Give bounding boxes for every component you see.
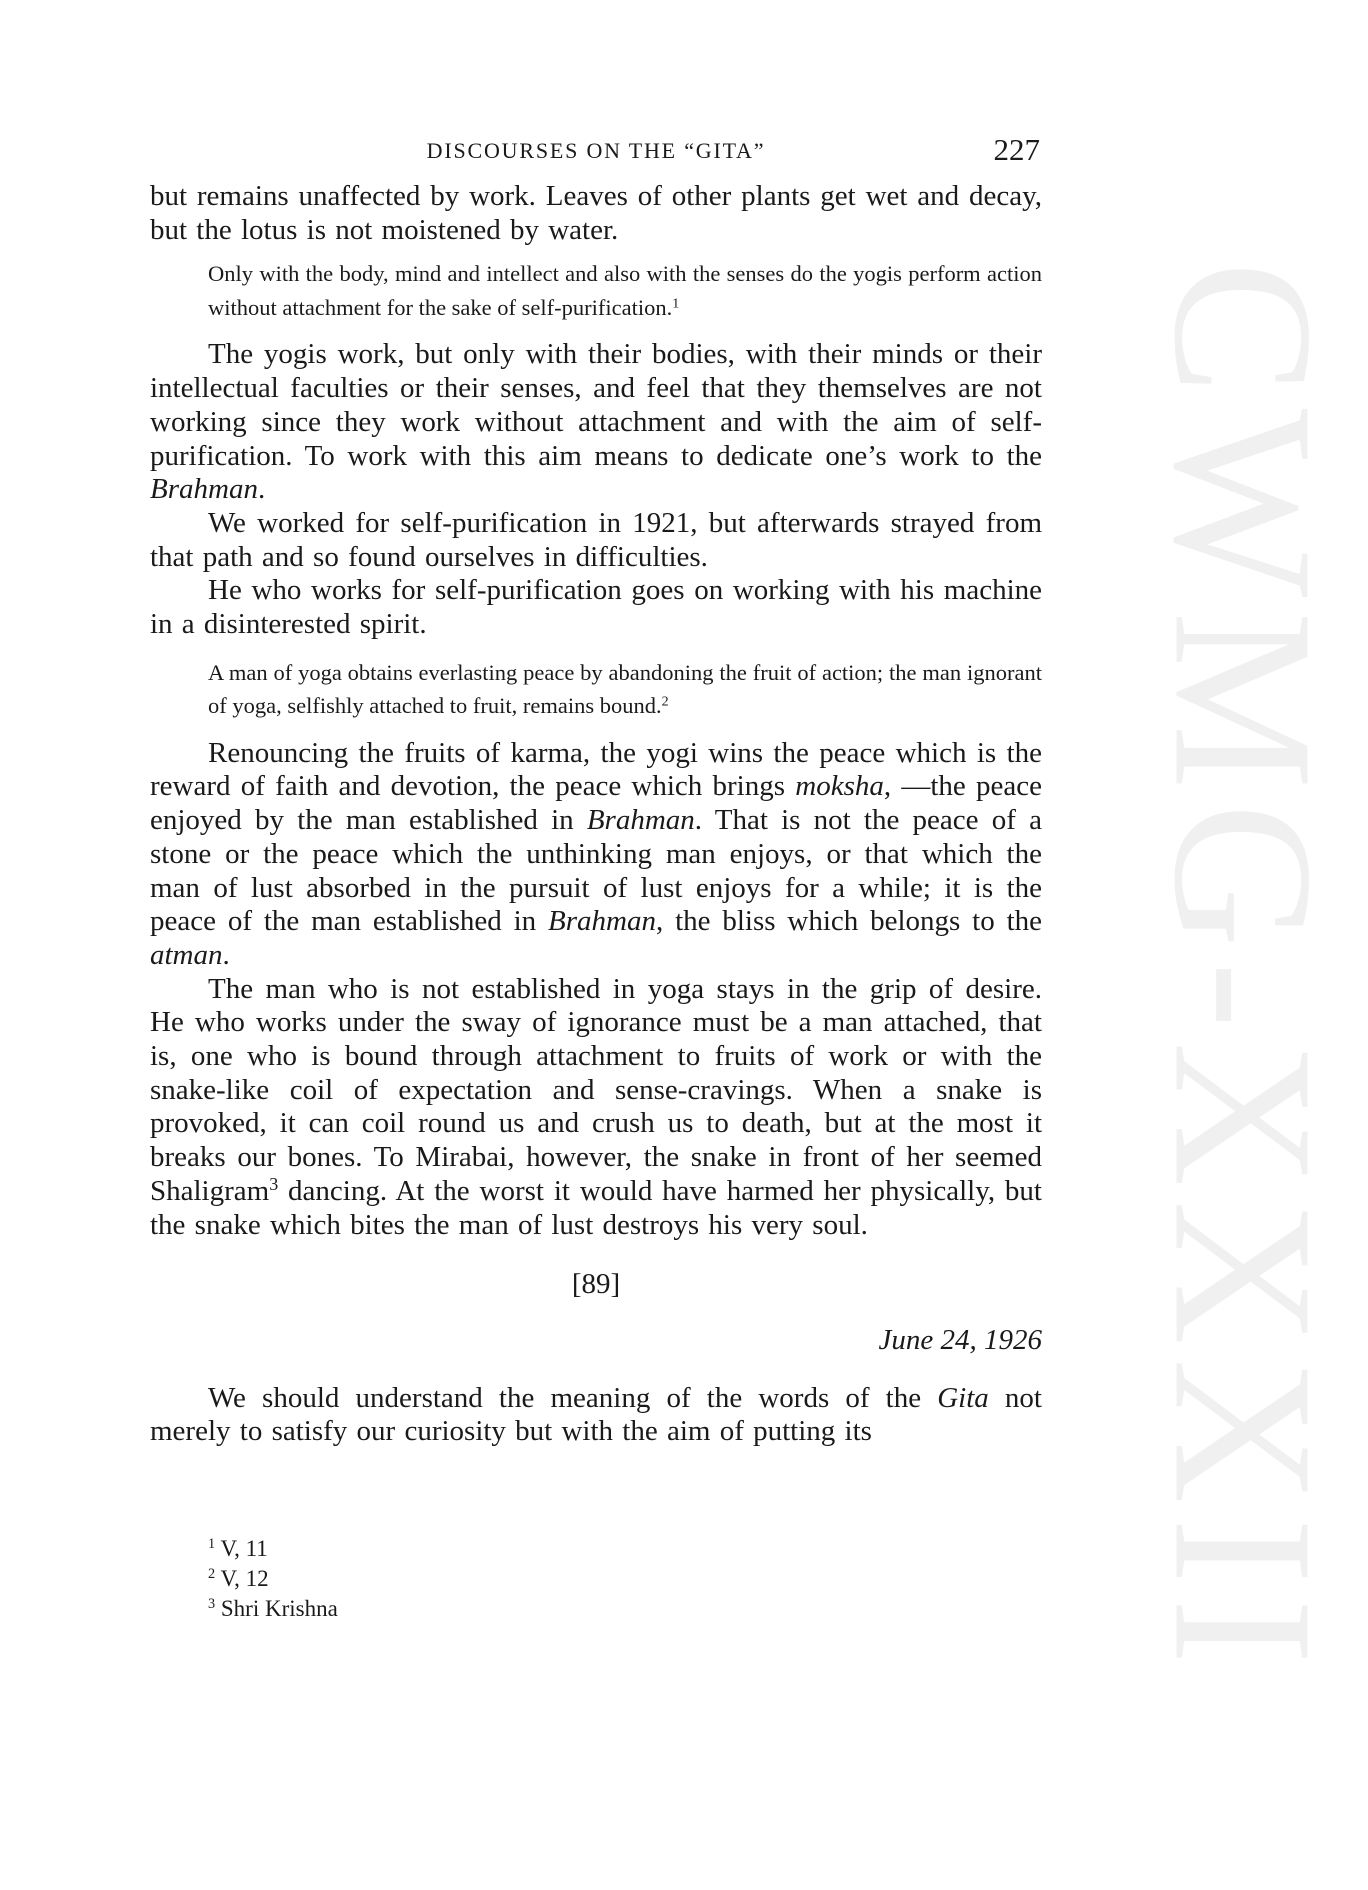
gita-verse-quote: A man of yoga obtains everlasting peace by abandoning the fruit of action; the man ignorant of yoga, selfishly attached to fruit, remains bound.$^2$	[208, 659, 1042, 719]
paragraph: We worked for self-purification in 1921, but afterwards strayed from that path and so found ourselves in difficulties.	[150, 506, 1042, 573]
discourse-date: June 24, 1926	[878, 1323, 1042, 1356]
paragraph: The man who is not established in yoga stays in the grip of desire. He who works under the sway of ignorance must be a man attached, that is, one who is bound through attachment to fruits of work or with the snake-like coil of expectation and sense-cravings. When a snake is provoked, it can coil round us and crush us to death, but at the most it breaks our bones. To Mirabai, however, the snake in front of her seemed Shaligram$^3$ dancing. At the worst it would have harmed her physically, but the snake which bites the man of lust destroys his very soul.	[150, 972, 1042, 1241]
running-head	[150, 132, 1042, 168]
footnote: $^1$ V, 11	[208, 1536, 268, 1561]
footnote-ref: 2	[661, 694, 669, 710]
running-head-title: DISCOURSES ON THE “GITA”	[426, 138, 766, 163]
footnote: $^3$ Shri Krishna	[208, 1596, 338, 1621]
gita-verse-quote: Only with the body, mind and intellect and also with the senses do the yogis perform action without attachment for the sake of self-purification.$^1$	[208, 261, 1042, 320]
footnote-ref: 1	[672, 296, 680, 312]
footnotes	[208, 1534, 338, 1624]
paragraph: but remains unaffected by work. Leaves of other plants get wet and decay, but the lotus is not moistened by water.	[150, 180, 1042, 246]
footnote: $^2$ V, 12	[208, 1566, 269, 1591]
paragraph: He who works for self-purification goes on working with his machine in a disinterested spirit.	[150, 574, 1042, 641]
paragraph: We should understand the meaning of the words of the Gita not merely to satisfy our curiosity but with the aim of putting its	[150, 1381, 1042, 1448]
footnote-ref: 3	[269, 1174, 279, 1194]
watermark	[1118, 261, 1368, 1679]
body-text	[150, 180, 1042, 1449]
book-page	[150, 0, 1354, 1890]
paragraph: Renouncing the fruits of karma, the yogi wins the peace which is the reward of faith and devotion, the peace which brings moksha, —the peace enjoyed by the man established in Brahman. That is not the peace of a stone or the peace which the unthinking man enjoys, or that which the man of lust absorbed in the pursuit of lust enjoys for a while; it is the peace of the man established in Brahman, the bliss which belongs to the atman.	[150, 736, 1042, 971]
page-number: 227	[993, 132, 1040, 167]
paragraph: The yogis work, but only with their bodies, with their minds or their intellectual faculties or their senses, and feel that they themselves are not working since they work without attachment and with the aim of self-purification. To work with this aim means to dedicate one’s work to the Brahman.	[150, 338, 1042, 506]
watermark-text: CWMG-XXXII	[1132, 261, 1354, 1679]
discourse-number: [89]	[571, 1268, 621, 1301]
